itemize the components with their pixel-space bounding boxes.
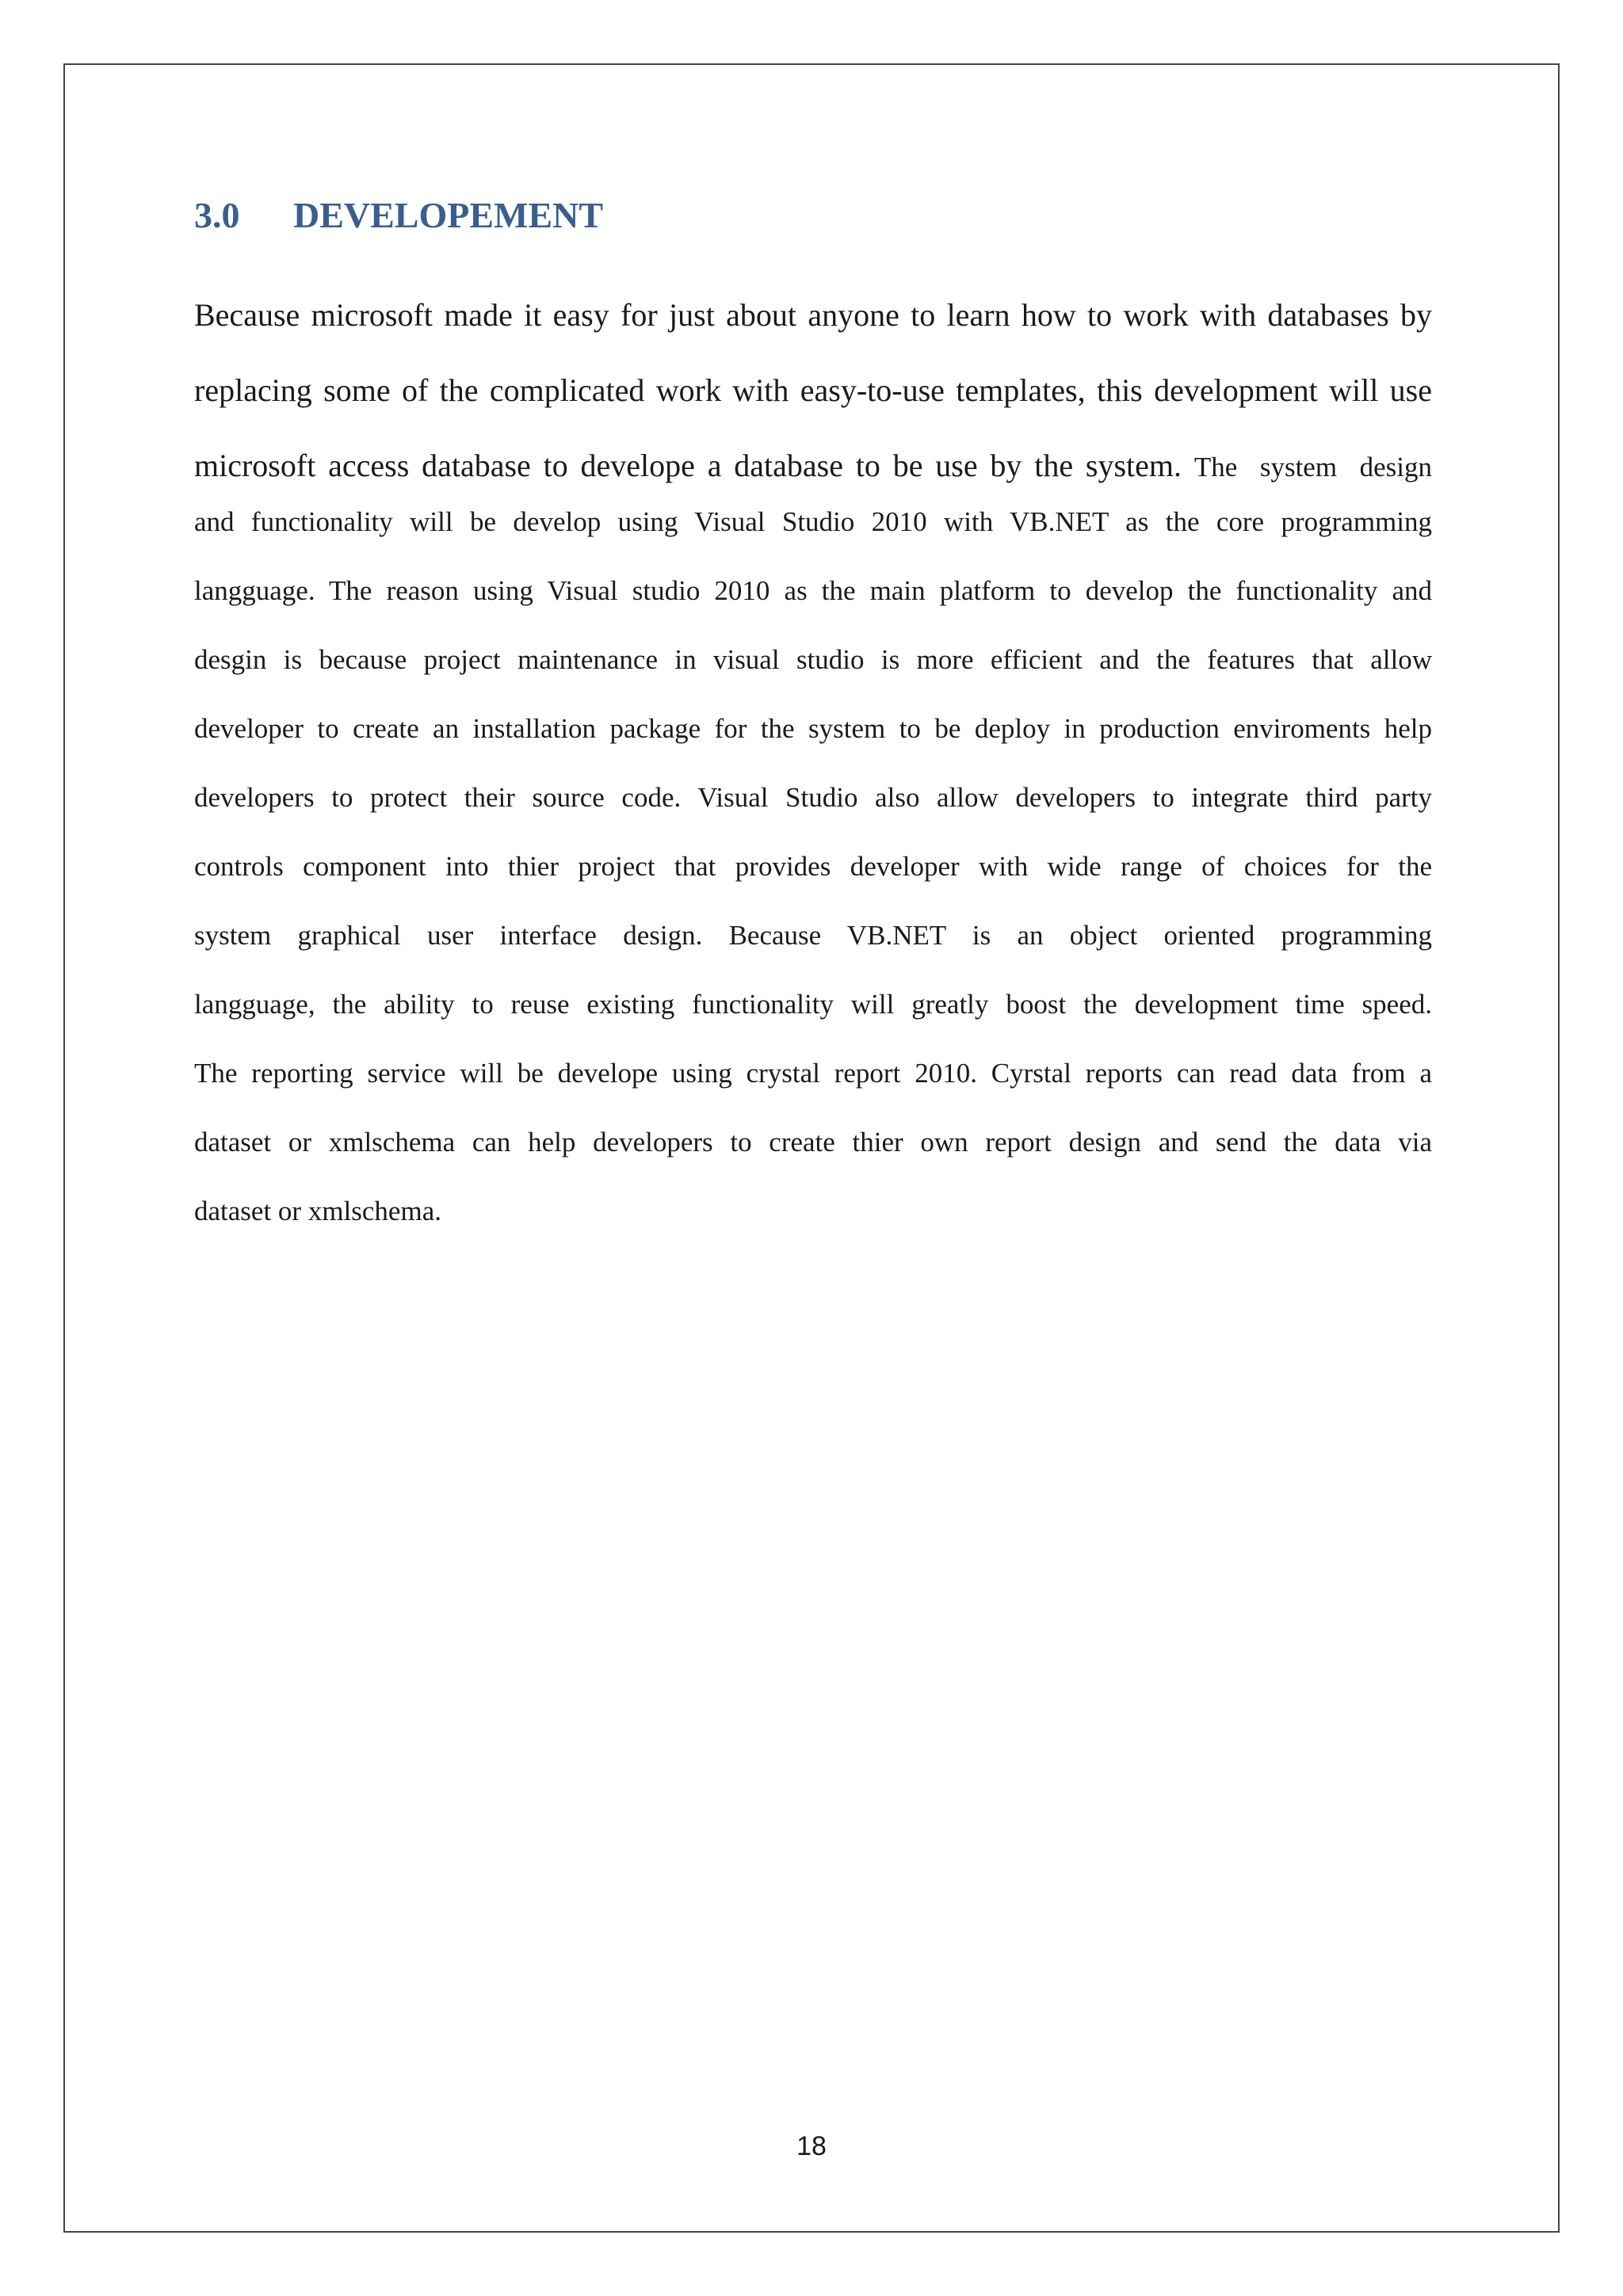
lead-line: Because microsoft made it easy for just about anyone to learn how to work with databases by (194, 297, 1432, 333)
body-line: langguage. The reason using Visual studio 2010 as the main platform to develop the functionality and (194, 575, 1432, 606)
section-title: DEVELOPEMENT (293, 195, 604, 235)
body-line: developer to create an installation package for the system to be deploy in production enviroments help (194, 713, 1432, 744)
body-line: and functionality will be develop using Visual Studio 2010 with VB.NET as the core programming (194, 506, 1432, 537)
body-line: developers to protect their source code. Visual Studio also allow developers to integrate third party (194, 782, 1432, 813)
lead-line: microsoft access database to develope a database to be use by the system. (194, 448, 1182, 483)
body-line: system graphical user interface design. Because VB.NET is an object oriented programming (194, 920, 1432, 951)
section-heading (194, 192, 603, 239)
body-line: controls component into thier project that provides developer with wide range of choices for the (194, 851, 1432, 882)
body-line: The reporting service will be develope using crystal report 2010. Cyrstal reports can read data from a (194, 1058, 1432, 1089)
lead-paragraph (194, 277, 1432, 503)
body-line: dataset or xmlschema can help developers to create thier own report design and send the data via (194, 1127, 1432, 1158)
page-number: 18 (796, 2131, 827, 2161)
lead-tail: The system design (1193, 452, 1433, 482)
body-line: desgin is because project maintenance in visual studio is more efficient and the features that allow (194, 644, 1432, 675)
body-paragraph (194, 487, 1432, 1245)
lead-line: replacing some of the complicated work with easy-to-use templates, this development will use (194, 372, 1432, 408)
section-number: 3.0 (194, 195, 240, 235)
body-line: langguage, the ability to reuse existing functionality will greatly boost the development time speed. (194, 989, 1432, 1020)
body-line: dataset or xmlschema. (194, 1196, 441, 1226)
